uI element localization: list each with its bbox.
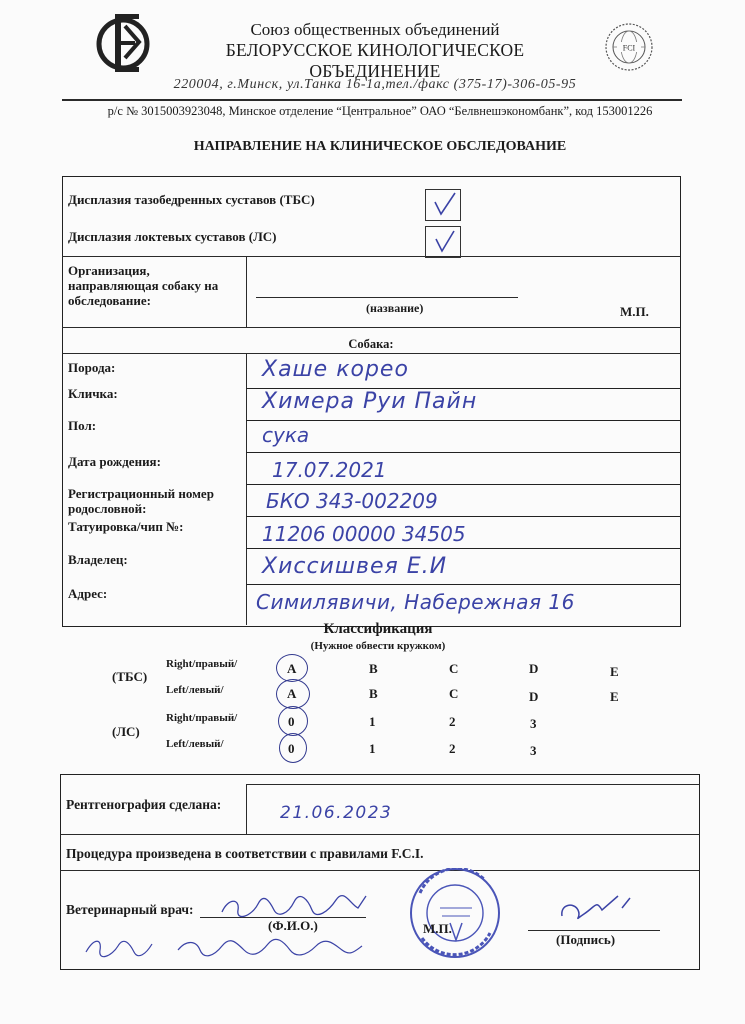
tbs-right-grade-a[interactable]: A bbox=[287, 661, 297, 676]
organization-name-caption: (название) bbox=[366, 301, 424, 315]
owner-label: Владелец: bbox=[68, 552, 128, 567]
owner-value[interactable]: Хиссишвея Е.И bbox=[262, 554, 448, 579]
fci-procedure-text: Процедура произведена в соответствии с правилами F.C.I. bbox=[66, 846, 424, 861]
breed-label: Порода: bbox=[68, 360, 116, 375]
tbs-right-grade-d[interactable]: D bbox=[529, 661, 539, 676]
tbs-left-grade-b[interactable]: B bbox=[369, 686, 378, 701]
ls-right-grade-2[interactable]: 2 bbox=[449, 714, 456, 729]
ls-left-selection-circle bbox=[279, 733, 307, 763]
signature-caption: (Подпись) bbox=[556, 932, 616, 947]
sex-value[interactable]: сука bbox=[262, 423, 310, 447]
tbs-left-grade-c[interactable]: C bbox=[449, 686, 459, 701]
bank-details: р/с № 3015003923048, Минское отделение “Центральное” ОАО “Белвнешэкономбанк”, код 153001226 bbox=[107, 104, 653, 118]
vet-label: Ветеринарный врач: bbox=[66, 902, 194, 917]
fci-logo-text: FCI bbox=[622, 43, 636, 53]
tbs-right-selection-circle bbox=[276, 654, 308, 682]
ls-left-grade-3[interactable]: 3 bbox=[530, 743, 537, 758]
vet-stamp bbox=[400, 868, 510, 958]
ls-right-selection-circle bbox=[278, 706, 308, 736]
tbs-right-grade-c[interactable]: C bbox=[449, 661, 459, 676]
name-label: Кличка: bbox=[68, 386, 118, 401]
ls-left-grade-0[interactable]: 0 bbox=[288, 741, 295, 756]
organization-label: Организация, направляющая собаку на обследование: bbox=[68, 263, 219, 308]
vet-fio-caption: (Ф.И.О.) bbox=[268, 918, 318, 933]
xray-date[interactable]: 21.06.2023 bbox=[280, 803, 393, 823]
tbs-right-label: Right/правый/ bbox=[166, 658, 238, 670]
reg-label: Регистрационный номер родословной: bbox=[68, 486, 214, 516]
classification-subtitle: (Нужное обвести кружком) bbox=[310, 640, 446, 652]
page-title: НАПРАВЛЕНИЕ НА КЛИНИЧЕСКОЕ ОБСЛЕДОВАНИЕ bbox=[193, 139, 567, 154]
ls-right-grade-1[interactable]: 1 bbox=[369, 714, 376, 729]
tbs-left-label: Left/левый/ bbox=[166, 684, 224, 696]
xray-label: Рентгенография сделана: bbox=[66, 797, 222, 812]
ls-group-label: (ЛС) bbox=[112, 724, 140, 739]
ls-left-label: Left/левый/ bbox=[166, 738, 224, 750]
ls-label: Дисплазия локтевых суставов (ЛС) bbox=[68, 229, 277, 244]
dog-section-label: Собака: bbox=[348, 337, 394, 351]
org-address: 220004, г.Минск, ул.Танка 16-1а,тел./факс (375-17)-306-05-95 bbox=[173, 77, 577, 92]
address-value[interactable]: Симилявичи, Набережная 16 bbox=[256, 590, 575, 614]
header-divider bbox=[62, 99, 682, 101]
tbs-left-grade-e[interactable]: E bbox=[610, 689, 619, 704]
signature-field[interactable] bbox=[528, 930, 660, 931]
vet-name-handwriting bbox=[84, 934, 364, 962]
tbs-right-grade-b[interactable]: B bbox=[369, 661, 378, 676]
ls-left-grade-2[interactable]: 2 bbox=[449, 741, 456, 756]
ls-left-grade-1[interactable]: 1 bbox=[369, 741, 376, 756]
tbs-left-grade-d[interactable]: D bbox=[529, 689, 539, 704]
tbs-left-selection-circle bbox=[276, 679, 310, 709]
organization-name-field[interactable] bbox=[256, 297, 518, 298]
ls-right-grade-3[interactable]: 3 bbox=[530, 716, 537, 731]
address-label: Адрес: bbox=[68, 586, 108, 601]
bko-logo bbox=[95, 12, 151, 74]
tbs-group-label: (ТБС) bbox=[112, 669, 148, 684]
organization-stamp-caption: М.П. bbox=[620, 304, 649, 319]
dob-value[interactable]: 17.07.2021 bbox=[272, 458, 387, 482]
ls-right-grade-0[interactable]: 0 bbox=[288, 714, 295, 729]
classification-title: Классификация bbox=[323, 621, 433, 637]
chip-value[interactable]: 11206 00000 34505 bbox=[262, 522, 466, 546]
vet-stamp-caption: М.П. bbox=[423, 921, 452, 936]
org-line-2: БЕЛОРУССКОЕ КИНОЛОГИЧЕСКОЕ ОБЪЕДИНЕНИЕ bbox=[225, 40, 525, 81]
tbs-label: Дисплазия тазобедренных суставов (ТБС) bbox=[68, 192, 315, 207]
org-line-1: Союз общественных объединений bbox=[250, 20, 500, 39]
fci-logo bbox=[604, 22, 654, 72]
vet-signature bbox=[556, 892, 636, 928]
tbs-right-grade-e[interactable]: E bbox=[610, 664, 619, 679]
ls-right-label: Right/правый/ bbox=[166, 712, 238, 724]
chip-label: Татуировка/чип №: bbox=[68, 519, 184, 534]
tbs-checkbox[interactable] bbox=[425, 189, 461, 221]
sex-label: Пол: bbox=[68, 418, 97, 433]
ls-checkbox[interactable] bbox=[425, 226, 461, 258]
breed-value[interactable]: Хаше корео bbox=[262, 357, 409, 382]
reg-value[interactable]: БКО 343-002209 bbox=[266, 489, 438, 513]
tbs-left-grade-a[interactable]: A bbox=[287, 686, 297, 701]
dob-label: Дата рождения: bbox=[68, 454, 161, 469]
name-value[interactable]: Химера Руи Пайн bbox=[262, 389, 478, 414]
